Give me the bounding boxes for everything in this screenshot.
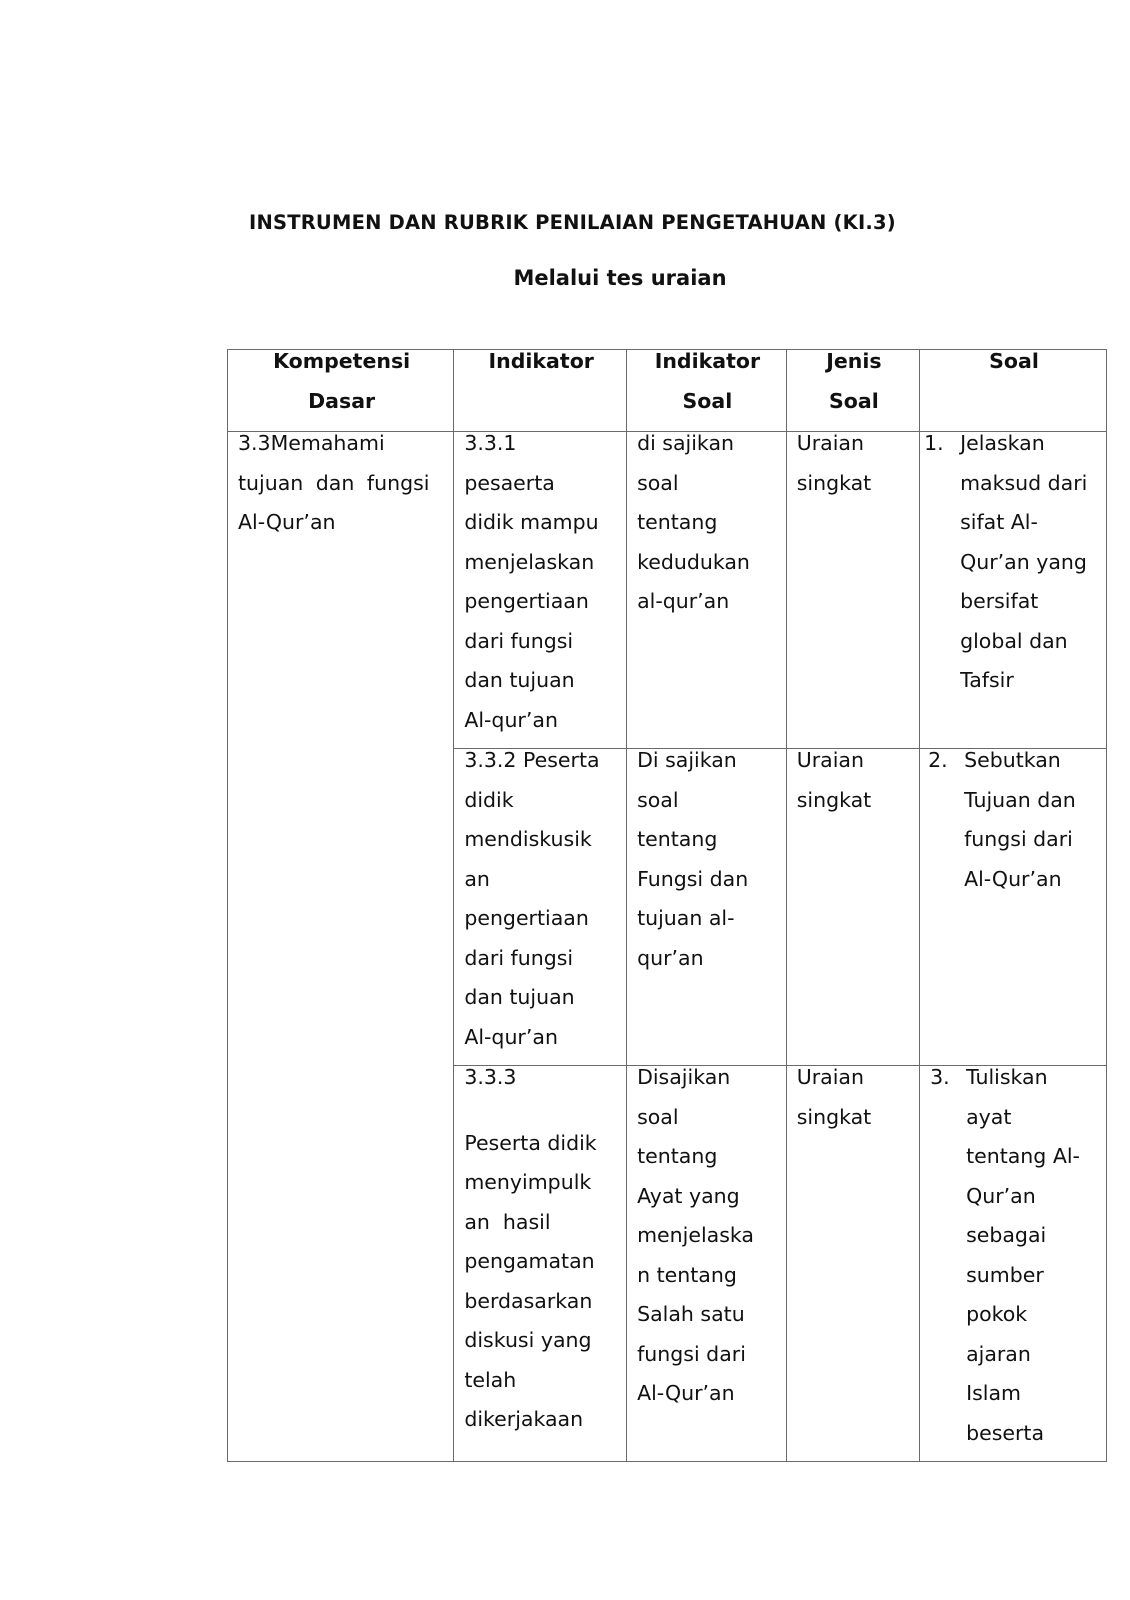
text-line: Tafsir	[960, 668, 1014, 692]
text-line: mendiskusik	[464, 827, 592, 851]
text-line: menyimpulk	[464, 1170, 592, 1194]
text-line: pengertiaan	[464, 906, 589, 930]
text-line: Jelaskan	[960, 431, 1045, 455]
text-line: pengamatan	[464, 1249, 595, 1273]
text-line: ayat	[966, 1104, 1012, 1129]
text-line: Uraian	[796, 748, 864, 772]
text-line: n tentang	[637, 1262, 737, 1287]
text-line: soal	[637, 1104, 679, 1129]
header-kompetensi-dasar	[228, 350, 454, 432]
text-line: al-qur’an	[637, 589, 730, 613]
header-line: Indikator	[488, 349, 594, 373]
text-line: Uraian	[796, 431, 864, 455]
text-line: pengertiaan	[464, 589, 589, 613]
header-line: Soal	[829, 388, 879, 413]
document-subtitle: Melalui tes uraian	[513, 266, 727, 290]
text-line: tentang Al-	[966, 1144, 1080, 1168]
cell-indikator-soal	[627, 432, 787, 749]
text-line: Qur’an	[966, 1183, 1036, 1208]
question-number: 1.	[924, 431, 944, 455]
text-line: fungsi dari	[637, 1341, 746, 1366]
text-line: Peserta didik	[464, 1130, 597, 1155]
text-line: Disajikan	[637, 1065, 731, 1089]
text-line: Al-Qur’an	[637, 1381, 735, 1405]
text-line: ajaran	[966, 1341, 1031, 1366]
text-line: Qur’an yang	[960, 549, 1087, 574]
text-line: soal	[637, 470, 679, 495]
text-line: Al-Qur’an	[964, 866, 1062, 891]
text-line: dari fungsi	[464, 628, 574, 653]
cell-jenis-soal	[786, 749, 919, 1066]
text-line: didik mampu	[464, 510, 599, 534]
text-line: Islam	[966, 1381, 1022, 1405]
text-line: an	[464, 866, 490, 891]
text-line: menjelaskan	[464, 549, 595, 574]
text-line: sifat Al-	[960, 510, 1038, 534]
text-line: Salah satu	[637, 1302, 745, 1326]
cell-soal	[920, 1066, 1107, 1462]
cell-jenis-soal	[786, 432, 919, 749]
text-line: bersifat	[960, 589, 1039, 613]
text-line: singkat	[796, 470, 872, 495]
text-line: menjelaska	[637, 1223, 754, 1247]
text-line: 3.3.3	[464, 1065, 517, 1089]
text-line: maksud dari	[960, 470, 1088, 495]
text-line: tujuan al-	[637, 906, 735, 930]
text-line: dari fungsi	[464, 945, 574, 970]
question-number: 2.	[928, 748, 948, 772]
text-line: berdasarkan	[464, 1288, 593, 1313]
header-line: Indikator	[654, 349, 761, 373]
cell-indikator	[454, 749, 627, 1066]
text-line: singkat	[796, 787, 872, 812]
text-line: Uraian	[796, 1065, 864, 1089]
document-title: INSTRUMEN DAN RUBRIK PENILAIAN PENGETAHUAN (KI.3)	[249, 211, 896, 234]
header-line: Soal	[989, 349, 1039, 373]
header-line: Soal	[682, 388, 733, 413]
text-line: tujuan dan fungsi	[238, 470, 430, 495]
rubric-table	[227, 349, 1107, 1462]
text-line: singkat	[796, 1104, 872, 1129]
cell-indikator-soal	[627, 1066, 787, 1462]
text-line: dan tujuan	[464, 668, 575, 692]
cell-indikator	[454, 432, 627, 749]
text-line: soal	[637, 787, 679, 812]
cell-soal	[920, 432, 1107, 749]
text-line: telah	[464, 1367, 517, 1392]
text-line: beserta	[966, 1420, 1045, 1445]
cell-indikator-soal	[627, 749, 787, 1066]
text-line: tentang	[637, 827, 718, 851]
table-row	[228, 432, 1107, 749]
text-line: pesaerta	[464, 470, 555, 495]
text-line: 3.3.1	[464, 431, 517, 455]
text-line: fungsi dari	[964, 827, 1073, 851]
header-line: Dasar	[308, 388, 376, 413]
text-line: dan tujuan	[464, 985, 575, 1009]
text-line: pokok	[966, 1302, 1028, 1326]
text-line: sumber	[966, 1262, 1044, 1287]
text-line: Sebutkan	[964, 748, 1061, 772]
text-line: Al-Qur’an	[238, 510, 336, 534]
text-line: kedudukan	[637, 549, 750, 574]
cell-soal	[920, 749, 1107, 1066]
header-indikator	[454, 350, 627, 432]
text-line: dikerjakaan	[464, 1407, 584, 1431]
text-line: diskusi yang	[464, 1328, 592, 1352]
text-line: tentang	[637, 1144, 718, 1168]
header-line: Jenis	[826, 349, 882, 373]
text-line: global dan	[960, 628, 1068, 653]
text-line: didik	[464, 787, 514, 812]
header-line: Kompetensi	[273, 349, 411, 373]
text-line: di sajikan	[637, 431, 735, 455]
header-jenis-soal	[786, 350, 919, 432]
text-line: Al-qur’an	[464, 1024, 558, 1049]
text-line: Tuliskan	[966, 1065, 1048, 1089]
text-line: Al-qur’an	[464, 707, 558, 732]
text-line: Tujuan dan	[964, 787, 1076, 812]
text-line: Fungsi dan	[637, 866, 749, 891]
question-number: 3.	[930, 1065, 950, 1089]
text-line: 3.3Memahami	[238, 431, 385, 455]
text-line: Di sajikan	[637, 748, 737, 772]
text-line: sebagai	[966, 1223, 1047, 1247]
text-line: qur’an	[637, 945, 704, 970]
cell-kompetensi-dasar	[228, 432, 454, 1462]
header-soal	[920, 350, 1107, 432]
header-indikator-soal	[627, 350, 787, 432]
cell-indikator	[454, 1066, 627, 1462]
text-line: tentang	[637, 510, 718, 534]
text-line: an hasil	[464, 1209, 551, 1234]
text-line: Ayat yang	[637, 1183, 740, 1208]
cell-jenis-soal	[786, 1066, 919, 1462]
text-line: 3.3.2 Peserta	[464, 748, 600, 772]
table-header-row	[228, 350, 1107, 432]
